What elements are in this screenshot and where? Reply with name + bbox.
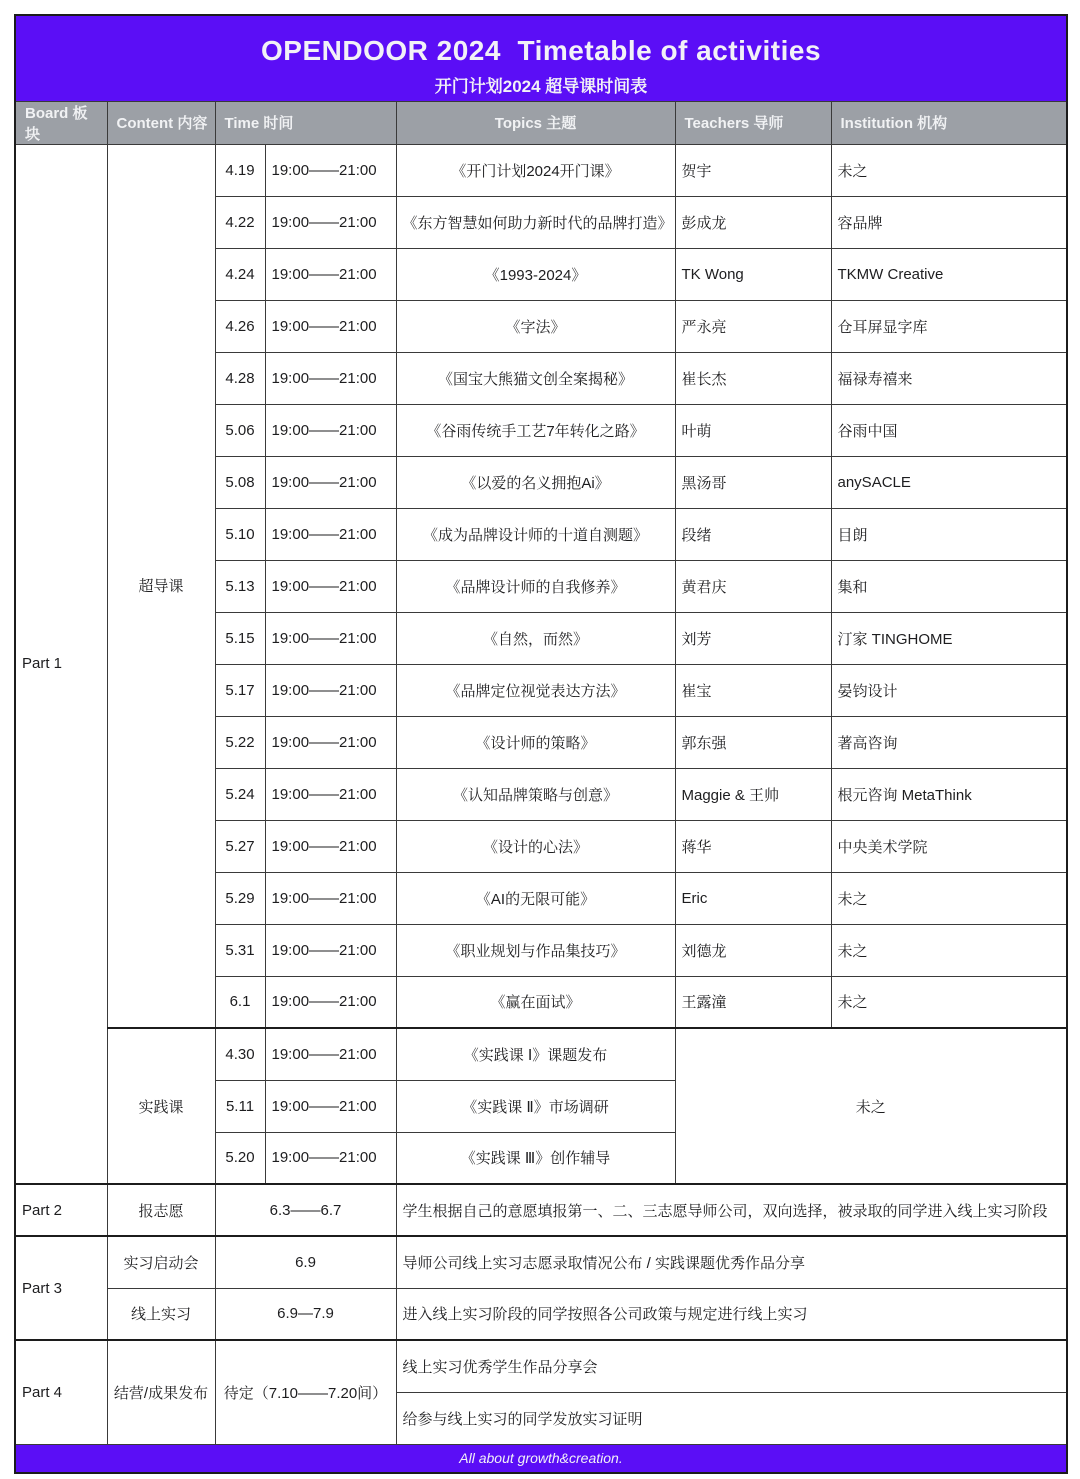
institution-cell: 著高咨询 bbox=[831, 716, 1067, 768]
time-cell: 19:00——21:00 bbox=[265, 768, 396, 820]
part4-label: Part 4 bbox=[15, 1340, 107, 1444]
col-header-teachers: Teachers 导师 bbox=[675, 101, 831, 144]
time-cell: 19:00——21:00 bbox=[265, 820, 396, 872]
date-cell: 5.17 bbox=[215, 664, 265, 716]
topic-cell: 《赢在面试》 bbox=[396, 976, 675, 1028]
time-cell: 6.3——6.7 bbox=[215, 1184, 396, 1236]
time-cell: 19:00——21:00 bbox=[265, 196, 396, 248]
institution-cell: 福禄寿禧来 bbox=[831, 352, 1067, 404]
date-cell: 5.11 bbox=[215, 1080, 265, 1132]
time-cell: 19:00——21:00 bbox=[265, 508, 396, 560]
col-header-time: Time 时间 bbox=[215, 101, 396, 144]
institution-cell: 仓耳屏显字库 bbox=[831, 300, 1067, 352]
time-cell: 19:00——21:00 bbox=[265, 924, 396, 976]
time-cell: 19:00——21:00 bbox=[265, 872, 396, 924]
content-cell: 报志愿 bbox=[107, 1184, 215, 1236]
col-header-content: Content 内容 bbox=[107, 101, 215, 144]
time-cell: 19:00——21:00 bbox=[265, 716, 396, 768]
topic-cell: 《1993-2024》 bbox=[396, 248, 675, 300]
footer-row bbox=[15, 1444, 1067, 1473]
page-title: OPENDOOR 2024 Timetable of activities bbox=[261, 35, 822, 67]
date-cell: 4.28 bbox=[215, 352, 265, 404]
institution-cell: 未之 bbox=[831, 144, 1067, 196]
institution-cell: 晏钧设计 bbox=[831, 664, 1067, 716]
teacher-cell: Eric bbox=[675, 872, 831, 924]
table-row bbox=[15, 1028, 1067, 1080]
merged-institution-cell: 未之 bbox=[675, 1028, 1067, 1184]
col-header-board: Board 板块 bbox=[15, 101, 107, 144]
time-cell: 19:00——21:00 bbox=[265, 352, 396, 404]
teacher-cell: 黑汤哥 bbox=[675, 456, 831, 508]
topic-cell: 《东方智慧如何助力新时代的品牌打造》 bbox=[396, 196, 675, 248]
date-cell: 5.29 bbox=[215, 872, 265, 924]
topic-cell: 《职业规划与作品集技巧》 bbox=[396, 924, 675, 976]
teacher-cell: 郭东强 bbox=[675, 716, 831, 768]
topic-cell: 《AI的无限可能》 bbox=[396, 872, 675, 924]
time-cell: 6.9—7.9 bbox=[215, 1288, 396, 1340]
time-cell: 待定（7.10——7.20间） bbox=[215, 1340, 396, 1444]
footer-slogan: All about growth&creation. bbox=[15, 1444, 1067, 1473]
topic-cell: 《开门计划2024开门课》 bbox=[396, 144, 675, 196]
date-cell: 5.27 bbox=[215, 820, 265, 872]
part3-label: Part 3 bbox=[15, 1236, 107, 1340]
topic-cell: 《实践课 Ⅲ》创作辅导 bbox=[396, 1132, 675, 1184]
page-subtitle: 开门计划2024 超导课时间表 bbox=[434, 77, 648, 97]
description-cell: 线上实习优秀学生作品分享会 bbox=[396, 1340, 1067, 1392]
teacher-cell: 刘德龙 bbox=[675, 924, 831, 976]
teacher-cell: 贺宇 bbox=[675, 144, 831, 196]
teacher-cell: 叶萌 bbox=[675, 404, 831, 456]
table-row bbox=[15, 1288, 1067, 1340]
teacher-cell: 刘芳 bbox=[675, 612, 831, 664]
practice-course-label: 实践课 bbox=[107, 1028, 215, 1184]
date-cell: 5.15 bbox=[215, 612, 265, 664]
institution-cell: 集和 bbox=[831, 560, 1067, 612]
column-header-row bbox=[15, 101, 1067, 144]
topic-cell: 《成为品牌设计师的十道自测题》 bbox=[396, 508, 675, 560]
topic-cell: 《实践课 Ⅰ》课题发布 bbox=[396, 1028, 675, 1080]
date-cell: 5.06 bbox=[215, 404, 265, 456]
banner-row bbox=[15, 15, 1067, 101]
teacher-cell: 严永亮 bbox=[675, 300, 831, 352]
institution-cell: anySACLE bbox=[831, 456, 1067, 508]
teacher-cell: 段绪 bbox=[675, 508, 831, 560]
time-cell: 19:00——21:00 bbox=[265, 456, 396, 508]
col-header-institution: Institution 机构 bbox=[831, 101, 1067, 144]
time-cell: 19:00——21:00 bbox=[265, 1028, 396, 1080]
date-cell: 4.22 bbox=[215, 196, 265, 248]
teacher-cell: 黄君庆 bbox=[675, 560, 831, 612]
institution-cell: 未之 bbox=[831, 924, 1067, 976]
col-header-topics: Topics 主题 bbox=[396, 101, 675, 144]
topic-cell: 《以爱的名义拥抱Ai》 bbox=[396, 456, 675, 508]
institution-cell: 根元咨询 MetaThink bbox=[831, 768, 1067, 820]
date-cell: 5.22 bbox=[215, 716, 265, 768]
date-cell: 5.24 bbox=[215, 768, 265, 820]
date-cell: 4.26 bbox=[215, 300, 265, 352]
institution-cell: 目朗 bbox=[831, 508, 1067, 560]
content-cell: 线上实习 bbox=[107, 1288, 215, 1340]
description-cell: 进入线上实习阶段的同学按照各公司政策与规定进行线上实习 bbox=[396, 1288, 1067, 1340]
date-cell: 4.30 bbox=[215, 1028, 265, 1080]
teacher-cell: 蒋华 bbox=[675, 820, 831, 872]
teacher-cell: 彭成龙 bbox=[675, 196, 831, 248]
topic-cell: 《设计的心法》 bbox=[396, 820, 675, 872]
topic-cell: 《国宝大熊猫文创全案揭秘》 bbox=[396, 352, 675, 404]
time-cell: 19:00——21:00 bbox=[265, 300, 396, 352]
teacher-cell: 崔宝 bbox=[675, 664, 831, 716]
banner bbox=[15, 15, 1067, 101]
teacher-cell: 崔长杰 bbox=[675, 352, 831, 404]
topic-cell: 《品牌定位视觉表达方法》 bbox=[396, 664, 675, 716]
table-row bbox=[15, 1340, 1067, 1392]
institution-cell: 谷雨中国 bbox=[831, 404, 1067, 456]
table-row bbox=[15, 144, 1067, 196]
date-cell: 5.13 bbox=[215, 560, 265, 612]
teacher-cell: 王露潼 bbox=[675, 976, 831, 1028]
topic-cell: 《谷雨传统手工艺7年转化之路》 bbox=[396, 404, 675, 456]
time-cell: 19:00——21:00 bbox=[265, 976, 396, 1028]
date-cell: 4.19 bbox=[215, 144, 265, 196]
time-cell: 19:00——21:00 bbox=[265, 144, 396, 196]
topic-cell: 《字法》 bbox=[396, 300, 675, 352]
time-cell: 6.9 bbox=[215, 1236, 396, 1288]
date-cell: 5.08 bbox=[215, 456, 265, 508]
description-cell: 给参与线上实习的同学发放实习证明 bbox=[396, 1392, 1067, 1444]
time-cell: 19:00——21:00 bbox=[265, 664, 396, 716]
teacher-cell: TK Wong bbox=[675, 248, 831, 300]
date-cell: 6.1 bbox=[215, 976, 265, 1028]
part1-label: Part 1 bbox=[15, 144, 107, 1184]
time-cell: 19:00——21:00 bbox=[265, 248, 396, 300]
institution-cell: 未之 bbox=[831, 872, 1067, 924]
institution-cell: 未之 bbox=[831, 976, 1067, 1028]
time-cell: 19:00——21:00 bbox=[265, 612, 396, 664]
date-cell: 5.10 bbox=[215, 508, 265, 560]
date-cell: 4.24 bbox=[215, 248, 265, 300]
institution-cell: 容品牌 bbox=[831, 196, 1067, 248]
date-cell: 5.31 bbox=[215, 924, 265, 976]
time-cell: 19:00——21:00 bbox=[265, 1080, 396, 1132]
table-row bbox=[15, 1184, 1067, 1236]
topic-cell: 《实践课 Ⅱ》市场调研 bbox=[396, 1080, 675, 1132]
institution-cell: 汀家 TINGHOME bbox=[831, 612, 1067, 664]
institution-cell: 中央美术学院 bbox=[831, 820, 1067, 872]
teacher-cell: Maggie & 王帅 bbox=[675, 768, 831, 820]
institution-cell: TKMW Creative bbox=[831, 248, 1067, 300]
super-course-label: 超导课 bbox=[107, 144, 215, 1028]
content-cell: 结营/成果发布 bbox=[107, 1340, 215, 1444]
time-cell: 19:00——21:00 bbox=[265, 404, 396, 456]
table-row bbox=[15, 1236, 1067, 1288]
date-cell: 5.20 bbox=[215, 1132, 265, 1184]
time-cell: 19:00——21:00 bbox=[265, 1132, 396, 1184]
topic-cell: 《设计师的策略》 bbox=[396, 716, 675, 768]
description-cell: 学生根据自己的意愿填报第一、二、三志愿导师公司，双向选择，被录取的同学进入线上实习阶段 bbox=[396, 1184, 1067, 1236]
time-cell: 19:00——21:00 bbox=[265, 560, 396, 612]
topic-cell: 《品牌设计师的自我修养》 bbox=[396, 560, 675, 612]
timetable-table bbox=[14, 14, 1068, 1474]
content-cell: 实习启动会 bbox=[107, 1236, 215, 1288]
topic-cell: 《自然，而然》 bbox=[396, 612, 675, 664]
part2-label: Part 2 bbox=[15, 1184, 107, 1236]
description-cell: 导师公司线上实习志愿录取情况公布 / 实践课题优秀作品分享 bbox=[396, 1236, 1067, 1288]
topic-cell: 《认知品牌策略与创意》 bbox=[396, 768, 675, 820]
